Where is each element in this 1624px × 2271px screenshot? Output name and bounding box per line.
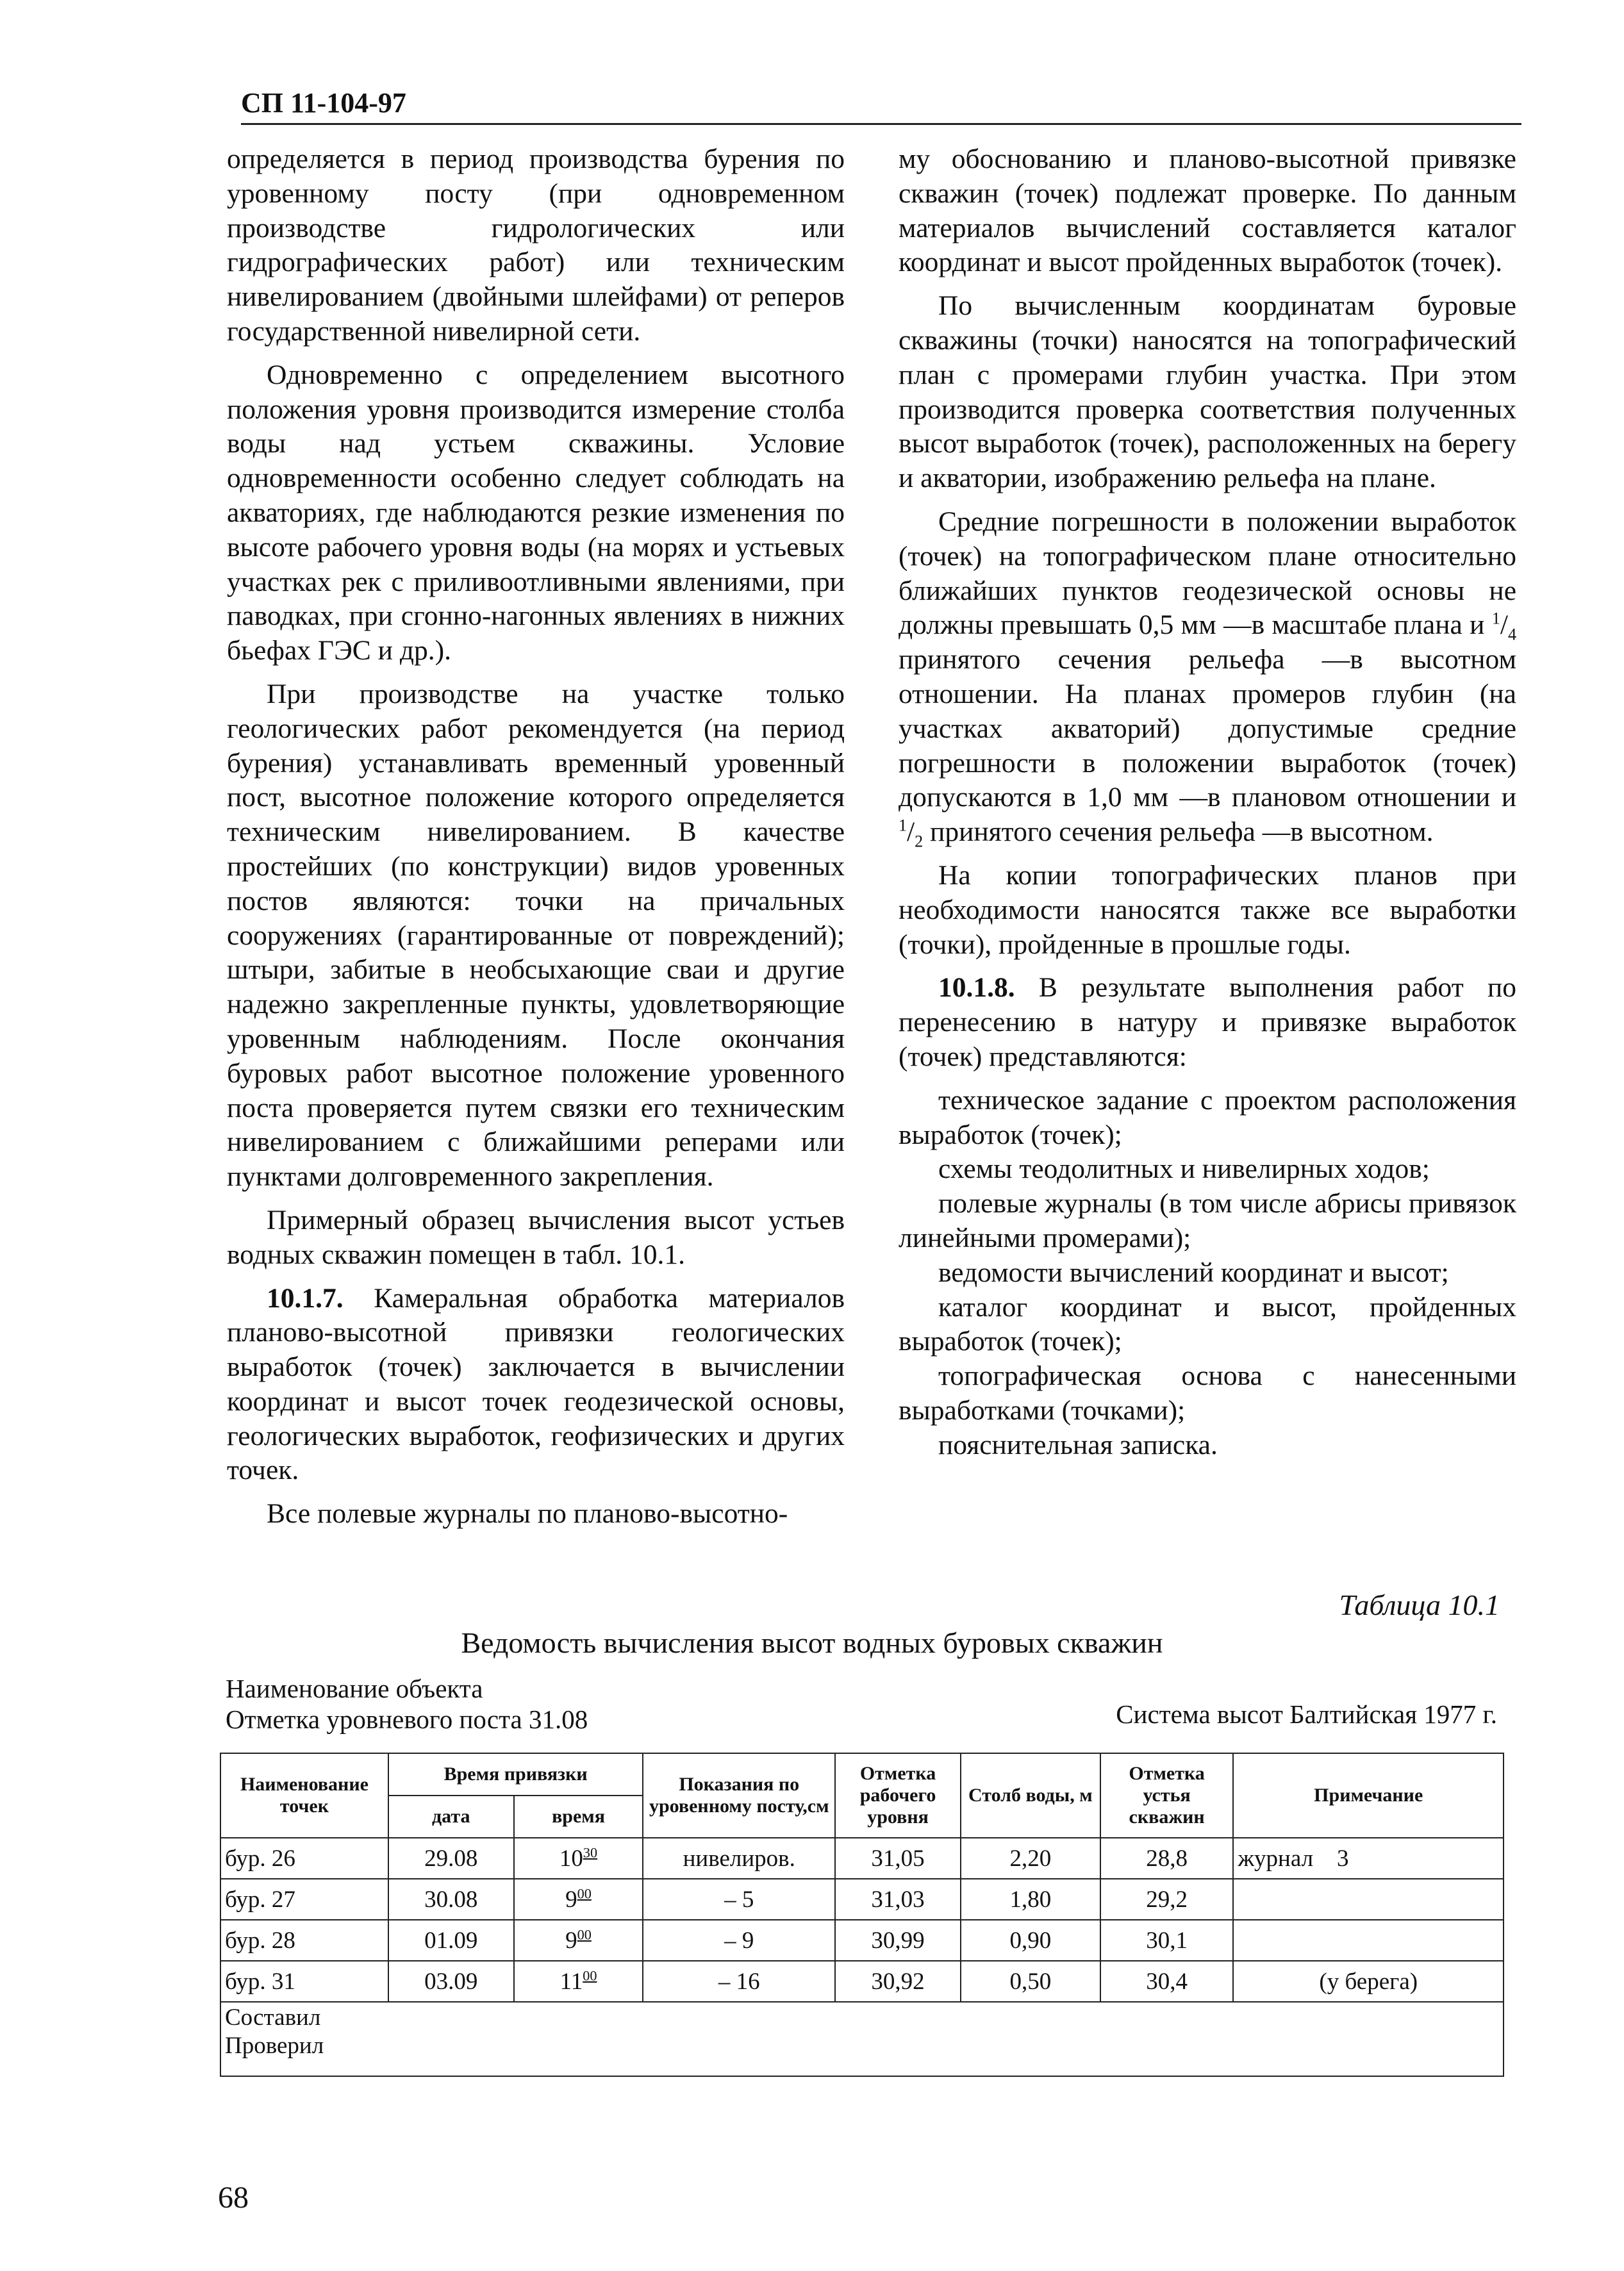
paragraph-section-10-1-8	[899, 971, 1516, 1074]
paragraph: му обоснованию и планово-высотной привязке скважин (точек) подлежат проверке. По данным материалов вычислений составляется каталог координат и высот пройденных выработок (точек).	[899, 144, 1516, 278]
cell-note: (у берега)	[1233, 1961, 1504, 2002]
cell-time	[514, 1838, 643, 1879]
list-item: ведомости вычислений координат и высот;	[938, 1257, 1449, 1288]
cell-date: 30.08	[388, 1879, 514, 1920]
cell-water: 1,80	[961, 1879, 1100, 1920]
left-column	[227, 142, 845, 1532]
fraction-numerator: 1	[1491, 609, 1500, 628]
list-item: каталог координат и высот, пройденных выработок (точек);	[899, 1291, 1516, 1357]
paragraph: На копии топографических планов при необходимости наносятся также все выработки (точки), пройденные в прошлые годы.	[899, 859, 1516, 960]
table-meta-left	[226, 1673, 588, 1735]
list-item: топографическая основа с нанесенными выработками (точками);	[899, 1360, 1516, 1426]
header-note: Примечание	[1233, 1753, 1504, 1838]
cell-name: бур. 27	[220, 1879, 388, 1920]
cell-mouth: 28,8	[1100, 1838, 1234, 1879]
cell-level: 30,92	[835, 1961, 961, 2002]
section-number: 10.1.7.	[267, 1282, 344, 1314]
wells-table	[220, 1753, 1504, 2077]
section-text: В результате выполнения работ по перенесению в натуру и привязке выработок (точек) представляются:	[899, 972, 1516, 1072]
header-points: Наименование точек	[220, 1753, 388, 1838]
fraction-numerator: 1	[899, 816, 907, 835]
time-minutes: 00	[577, 1926, 592, 1943]
header-water-column: Столб воды, м	[961, 1753, 1100, 1838]
cell-reading: – 5	[643, 1879, 835, 1920]
time-minutes: 00	[577, 1885, 592, 1902]
cell-date: 03.09	[388, 1961, 514, 2002]
cell-level: 30,99	[835, 1920, 961, 1961]
table-title: Ведомость вычисления высот водных буровых скважин	[461, 1626, 1163, 1659]
cell-mouth: 29,2	[1100, 1879, 1234, 1920]
header-date: дата	[388, 1796, 514, 1838]
header-time-group: Время привязки	[388, 1753, 643, 1796]
checked-by-label: Проверил	[225, 2033, 324, 2059]
section-number: 10.1.8.	[938, 972, 1015, 1003]
list-item: пояснительная записка.	[938, 1429, 1218, 1460]
paragraph: Все полевые журналы по планово-высотно-	[267, 1498, 788, 1530]
text-segment: Средние погрешности в положении выработок (точек) на топографическом плане относительно ближайших пунктов геодезической основы не должны превышать 0,5 мм —в масштабе плана и	[899, 506, 1516, 641]
cell-note	[1233, 1879, 1504, 1920]
text-segment: принятого сечения рельефа —в высотном отношении. На планах промеров глубин (на участках акваторий) допустимые средние погрешности в положении выработок (точек) допускаются в 1,0 мм —в плановом отношении и	[899, 644, 1516, 813]
cell-reading: – 16	[643, 1961, 835, 2002]
page-number: 68	[218, 2181, 249, 2215]
header-reading: Показания по уровенному посту,см	[643, 1753, 835, 1838]
time-hours: 9	[565, 1886, 577, 1913]
paragraph-section-10-1-7	[227, 1282, 845, 1489]
table-header-row	[220, 1753, 1504, 1796]
cell-time	[514, 1961, 643, 2002]
paragraph: При производстве на участке только геологических работ рекомендуется (на период бурения) устанавливать временный уровенный пост, высотное положение которого определяется техническим нивелированием. В качестве простейших (по конструкции) видов уровенных постов являются: точки на причальных сооружениях (гарантированные от повреждений); штыри, забитые в необсыхающие сваи и другие надежно закрепленные пункты, удовлетворяющие уровенным наблюдениям. После окончания буровых работ высотное положение уровенного поста проверяется путем связки его техническим нивелированием с ближайшими реперами или пунктами долговременного закрепления.	[227, 678, 845, 1193]
cell-water: 0,90	[961, 1920, 1100, 1961]
cell-water: 2,20	[961, 1838, 1100, 1879]
table-label: Таблица 10.1	[1339, 1589, 1500, 1621]
time-minutes: 30	[583, 1844, 598, 1861]
paragraph: Примерный образец вычисления высот устьев водных скважин помещен в табл. 10.1.	[227, 1204, 845, 1270]
table-row	[220, 1879, 1504, 1920]
paragraph: определяется в период производства бурения по уровенному посту (при одновременном производстве гидрологических или гидрографических работ) или техническим нивелированием (двойными шлейфами) от реперов государственной нивелирной сети.	[227, 144, 845, 347]
cell-note: журнал 3	[1233, 1838, 1504, 1879]
object-name-label: Наименование объекта	[226, 1674, 483, 1703]
cell-level: 31,05	[835, 1838, 961, 1879]
compiled-by-label: Составил	[225, 2004, 321, 2031]
cell-date: 01.09	[388, 1920, 514, 1961]
list-item: схемы теодолитных и нивелирных ходов;	[938, 1153, 1430, 1185]
document-code: СП 11-104-97	[241, 87, 406, 119]
right-column	[899, 142, 1516, 1462]
header-time: время	[514, 1796, 643, 1838]
table-row	[220, 1838, 1504, 1879]
paragraph-errors: Средние погрешности в положении выработок (точек) на топографическом плане относительно ближайших пунктов геодезической основы не должны превышать 0,5 мм —в масштабе плана и $^1/_4$ принятого сечения рельефа —в высотном отношении. На планах промеров глубин (на участках акваторий) допустимые средние погрешности в положении выработок (точек) допускаются в 1,0 мм —в плановом отношении и $^1/_2$ принятого сечения рельефа —в высотном.	[899, 506, 1516, 851]
list-item: техническое задание с проектом расположения выработок (точек);	[899, 1084, 1516, 1150]
cell-date: 29.08	[388, 1838, 514, 1879]
cell-note	[1233, 1920, 1504, 1961]
cell-reading: – 9	[643, 1920, 835, 1961]
cell-time	[514, 1879, 643, 1920]
cell-mouth: 30,4	[1100, 1961, 1234, 2002]
table-row	[220, 1961, 1504, 2002]
header-work-level: Отметка рабочего уровня	[835, 1753, 961, 1838]
time-hours: 10	[559, 1845, 583, 1872]
paragraph: Одновременно с определением высотного положения уровня производится измерение столба воды над устьем скважины. Условие одновременности особенно следует соблюдать на акваториях, где наблюдаются резкие изменения по высоте рабочего уровня воды (на морях и устьевых участках рек с приливоотливными явлениями, при паводках, при сгонно-нагонных явлениях в нижних бьефах ГЭС и др.).	[227, 359, 845, 666]
time-minutes: 00	[583, 1967, 597, 1984]
table-row	[220, 1920, 1504, 1961]
signatures-cell	[220, 2002, 1504, 2076]
cell-name: бур. 31	[220, 1961, 388, 2002]
cell-time	[514, 1920, 643, 1961]
table-footer-row	[220, 2002, 1504, 2076]
post-mark-label: Отметка уровневого поста 31.08	[226, 1705, 588, 1734]
fraction-denominator: 4	[1507, 625, 1516, 645]
height-system-label: Система высот Балтийская 1977 г.	[1116, 1699, 1497, 1729]
section-text: Камеральная обработка материалов планово-высотной привязки геологических выработок (точек) заключается в вычислении координат и высот точек геодезической основы, геологических выработок, геофизических и других точек.	[227, 1282, 845, 1486]
text-segment: принятого сечения рельефа —в высотном.	[923, 816, 1434, 848]
header-well-mouth: Отметка устья скважин	[1100, 1753, 1234, 1838]
time-hours: 9	[565, 1927, 577, 1954]
cell-mouth: 30,1	[1100, 1920, 1234, 1961]
time-hours: 11	[559, 1968, 583, 1995]
list-item: полевые журналы (в том числе абрисы привязок линейными промерами);	[899, 1188, 1516, 1253]
cell-name: бур. 26	[220, 1838, 388, 1879]
paragraph: По вычисленным координатам буровые скважины (точки) наносятся на топографический план с промерами глубин участка. При этом производится проверка соответствия полученных высот выработок (точек), расположенных на берегу и акватории, изображению рельефа на плане.	[899, 290, 1516, 494]
cell-water: 0,50	[961, 1961, 1100, 2002]
cell-reading: нивелиров.	[643, 1838, 835, 1879]
cell-name: бур. 28	[220, 1920, 388, 1961]
fraction-denominator: 2	[915, 832, 924, 851]
page-header	[241, 87, 1521, 125]
cell-level: 31,03	[835, 1879, 961, 1920]
